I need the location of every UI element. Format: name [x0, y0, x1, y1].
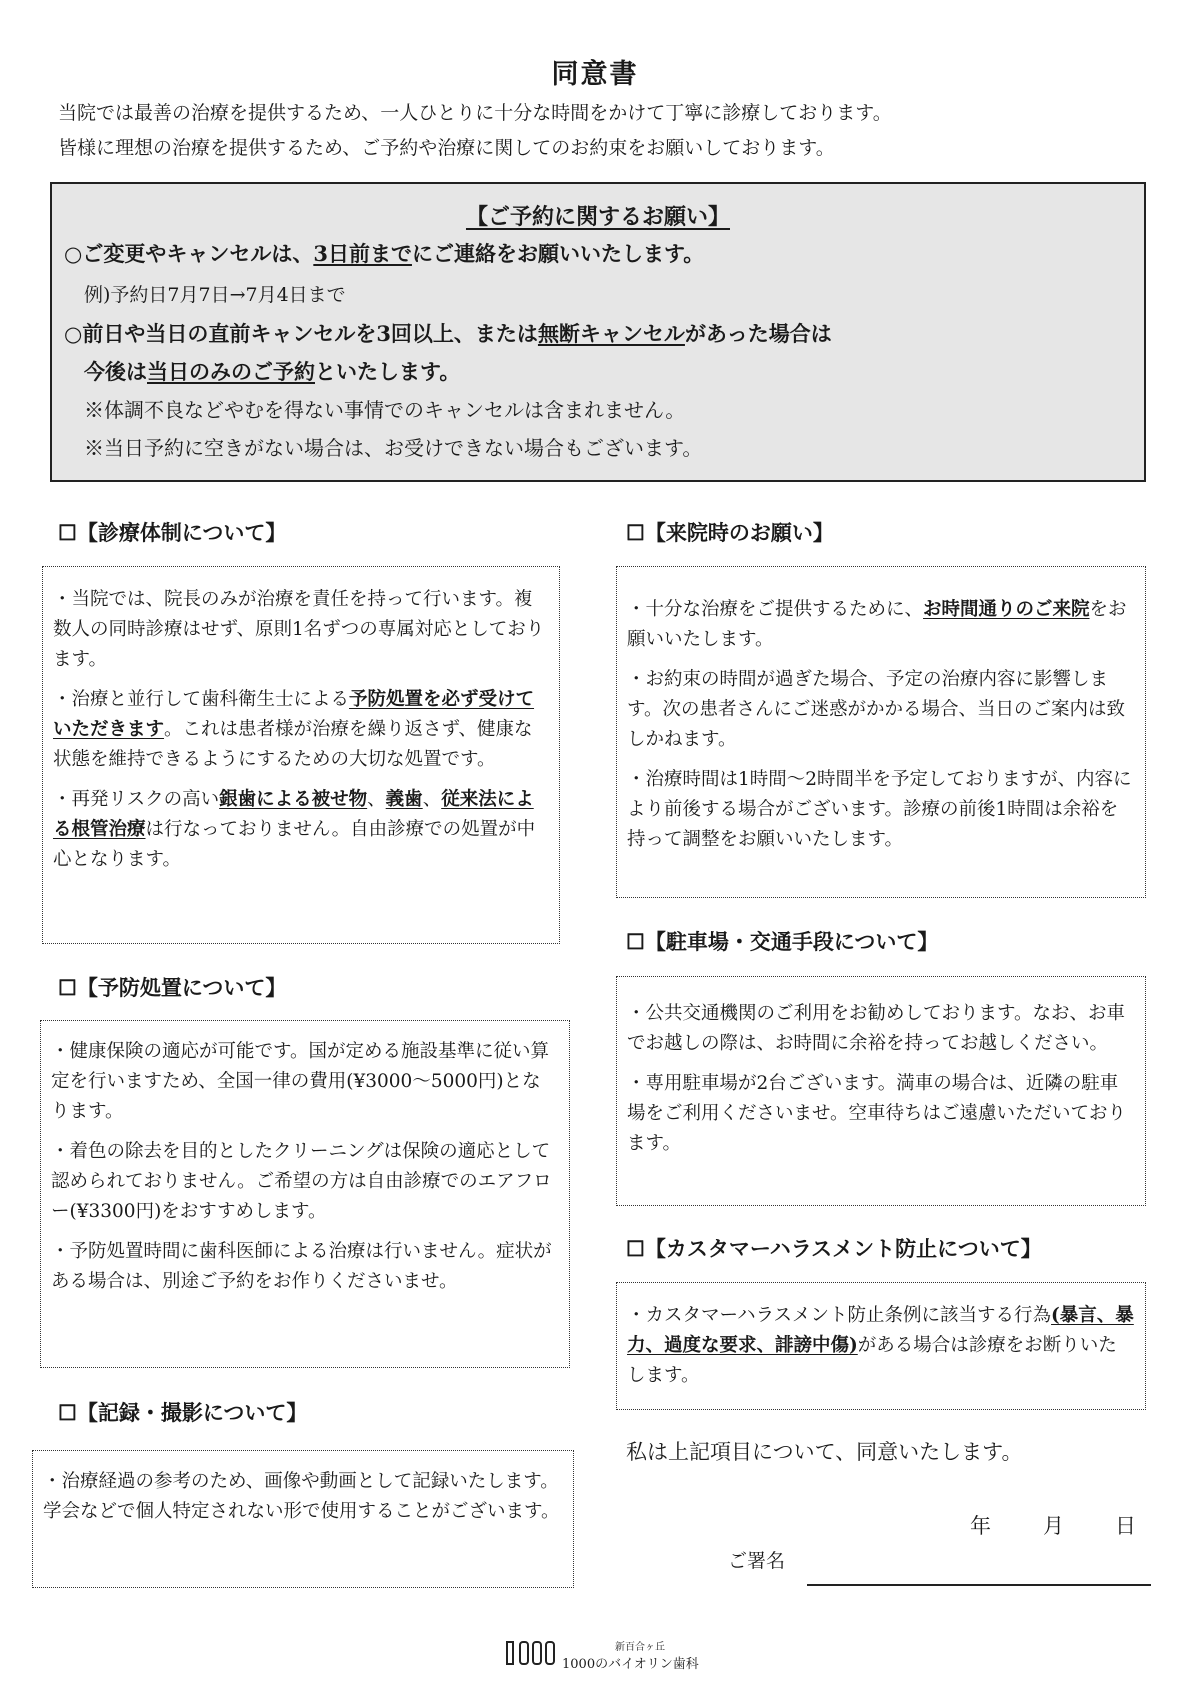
- shinryo-p2: ・治療と並行して歯科衛生士による予防処置を必ず受けていただきます。これは患者様が治療を繰り返さず、健康な状態を維持できるようにするための大切な処置です。: [53, 689, 535, 770]
- date-day: 日: [1115, 1514, 1136, 1538]
- kiroku-p1: ・治療経過の参考のため、画像や動画として記録いたします。学会などで個人特定されない形で使用することがございます。: [43, 1471, 560, 1522]
- raiin-p1: ・十分な治療をご提供するために、お時間通りのご来院をお願いいたします。: [627, 599, 1127, 650]
- chusha-p1: ・公共交通機関のご利用をお勧めしております。なお、お車でお越しの際は、お時間に余裕を持ってお越しください。: [627, 1003, 1126, 1054]
- page-title: 同意書: [551, 59, 639, 90]
- section-heading-harassment: ☐【カスタマーハラスメント防止について】: [626, 1236, 1042, 1261]
- yobou-p3: ・予防処置時間に歯科医師による治療は行いません。症状がある場合は、別途ご予約をお作りくださいませ。: [51, 1241, 552, 1292]
- harassment-p1: ・カスタマーハラスメント防止条例に該当する行為(暴言、暴力、過度な要求、誹謗中傷)がある場合は診療をお断りいたします。: [627, 1305, 1134, 1386]
- raiin-box: [616, 566, 1146, 898]
- section-heading-shinryo: ☐【診療体制について】: [58, 520, 287, 545]
- intro-line-1: 当院では最善の治療を提供するため、一人ひとりに十分な時間をかけて丁寧に診療しております。: [58, 102, 892, 124]
- section-heading-kiroku: ☐【記録・撮影について】: [58, 1400, 308, 1425]
- date-year: 年: [970, 1514, 991, 1538]
- date-month: 月: [1043, 1514, 1064, 1538]
- intro: [58, 96, 892, 166]
- reservation-title: 【ご予約に関するお願い】: [465, 204, 730, 230]
- raiin-p3: ・治療時間は1時間〜2時間半を予定しておりますが、内容により前後する場合がございます。診療の前後1時間は余裕を持って調整をお願いいたします。: [627, 769, 1132, 850]
- kiroku-box: [32, 1450, 574, 1588]
- section-heading-yobou: ☐【予防処置について】: [58, 975, 287, 1000]
- raiin-p2: ・お約束の時間が過ぎた場合、予定の治療内容に影響します。次の患者さんにご迷惑がかかる場合、当日のご案内は致しかねます。: [627, 669, 1126, 750]
- yobou-p1: ・健康保険の適応が可能です。国が定める施設基準に従い算定を行いますため、全国一律の費用(¥3000〜5000円)となります。: [51, 1041, 550, 1122]
- yobou-p2: ・着色の除去を目的としたクリーニングは保険の適応として認められておりません。ご希望の方は自由診療でのエアフロー(¥3300円)をおすすめします。: [51, 1141, 552, 1222]
- reservation-example: 例)予約日7月7日→7月4日まで: [84, 284, 346, 306]
- clinic-logo-icon: [506, 1640, 556, 1666]
- reservation-line-3: ○前日や当日の直前キャンセルを3回以上、または無断キャンセルがあった場合は: [64, 321, 832, 346]
- clinic-location: 新百合ヶ丘: [615, 1642, 665, 1653]
- shinryo-box: [42, 566, 560, 944]
- clinic-name: 1000のバイオリン歯科: [562, 1657, 699, 1672]
- reservation-box: [50, 182, 1146, 482]
- section-heading-chusha: ☐【駐車場・交通手段について】: [626, 929, 939, 954]
- agreement-statement: 私は上記項目について、同意いたします。: [626, 1440, 1023, 1464]
- intro-line-2: 皆様に理想の治療を提供するため、ご予約や治療に関してのお約束をお願いしております。: [58, 137, 835, 159]
- section-heading-raiin: ☐【来院時のお願い】: [626, 520, 834, 545]
- signature-label: ご署名: [728, 1550, 786, 1572]
- reservation-note-1: ※体調不良などやむを得ない事情でのキャンセルは含まれません。: [84, 398, 686, 422]
- chusha-box: [616, 976, 1146, 1206]
- yobou-box: [40, 1020, 570, 1368]
- chusha-p2: ・専用駐車場が2台ございます。満車の場合は、近隣の駐車場をご利用くださいませ。空車待ちはご遠慮いただいております。: [627, 1073, 1126, 1154]
- reservation-deadline: 3日前まで: [313, 241, 412, 266]
- signature-line[interactable]: [807, 1584, 1151, 1586]
- shinryo-p1: ・当院では、院長のみが治療を責任を持って行います。複数人の同時診療はせず、原則1名ずつの専属対応としております。: [53, 589, 545, 670]
- reservation-note-2: ※当日予約に空きがない場合は、お受けできない場合もございます。: [84, 436, 703, 460]
- reservation-line-4: 今後は当日のみのご予約といたします。: [84, 359, 461, 384]
- reservation-line-1: ○ご変更やキャンセルは、3日前までにご連絡をお願いいたします。: [64, 241, 705, 266]
- shinryo-p3: ・再発リスクの高い銀歯による被せ物、義歯、従来法による根管治療は行なっておりません。自由診療での処置が中心となります。: [53, 789, 536, 870]
- harassment-box: [616, 1282, 1146, 1410]
